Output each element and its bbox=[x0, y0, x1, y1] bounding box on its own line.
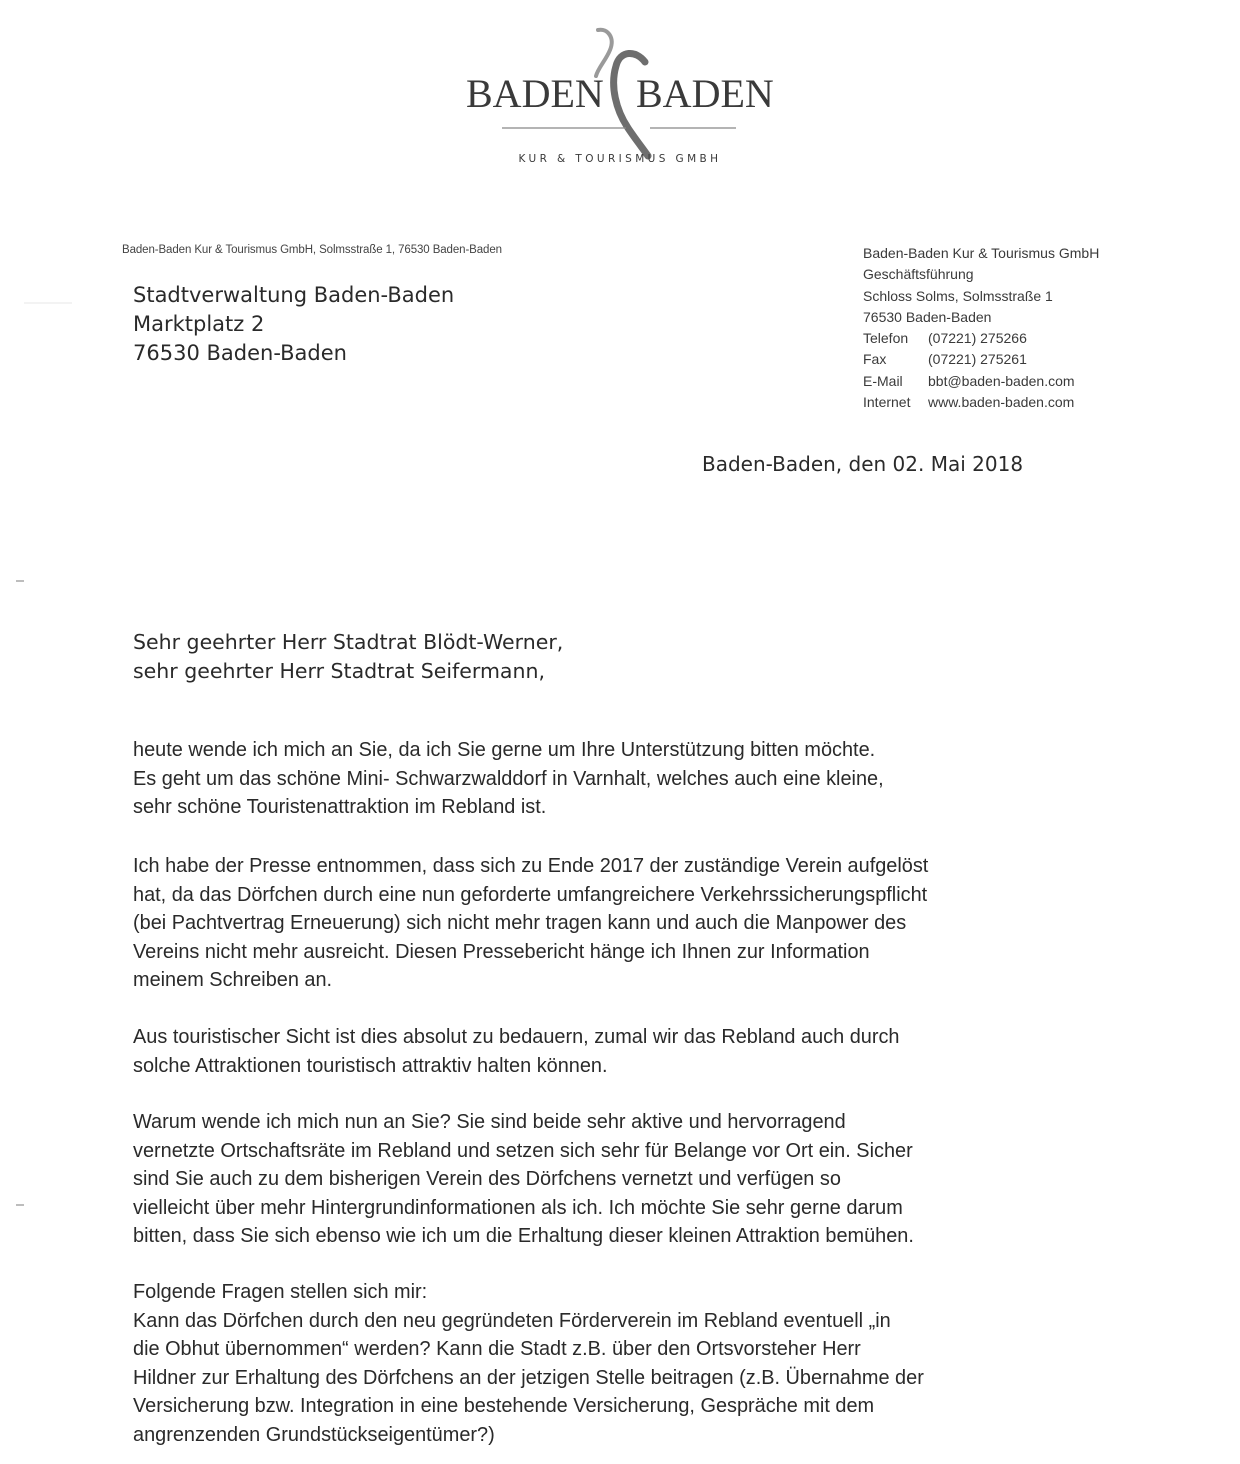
fax-label: Fax bbox=[863, 351, 887, 368]
body-paragraph-1 bbox=[133, 736, 1108, 822]
contact-company: Baden-Baden Kur & Tourismus GmbH bbox=[863, 245, 1100, 261]
body-line: Vereins nicht mehr ausreicht. Diesen Pressebericht hänge ich Ihnen zur Information bbox=[133, 940, 870, 963]
baden-baden-logo bbox=[440, 10, 800, 180]
body-line: sind Sie auch zu dem bisherigen Verein des Dörfchens vernetzt und verfügen so bbox=[133, 1168, 841, 1190]
body-line: Warum wende ich mich nun an Sie? Sie sind beide sehr aktive und hervorragend bbox=[133, 1111, 846, 1133]
phone-value: (07221) 275266 bbox=[928, 330, 1027, 347]
contact-department: Geschäftsführung bbox=[863, 266, 974, 283]
contact-street: Schloss Solms, Solmsstraße 1 bbox=[863, 287, 1053, 304]
phone-label: Telefon bbox=[863, 330, 909, 347]
body-paragraph-4 bbox=[133, 1108, 1108, 1251]
body-line: hat, da das Dörfchen durch eine nun geforderte umfangreichere Verkehrssicherungspflicht bbox=[133, 883, 928, 906]
body-line: die Obhut übernommen“ werden? Kann die Stadt z.B. über den Ortsvorsteher Herr bbox=[133, 1338, 861, 1360]
salutation-line: sehr geehrter Herr Stadtrat Seifermann, bbox=[133, 659, 545, 683]
body-line: heute wende ich mich an Sie, da ich Sie gerne um Ihre Unterstützung bitten möchte. bbox=[133, 739, 876, 761]
contact-city: 76530 Baden-Baden bbox=[863, 308, 992, 325]
company-logo bbox=[440, 10, 800, 180]
recipient-address bbox=[133, 281, 454, 368]
body-line: Versicherung bzw. Integration in eine bestehende Versicherung, Gespräche mit dem bbox=[133, 1395, 875, 1417]
web-label: Internet bbox=[863, 394, 911, 411]
body-line: vielleicht über mehr Hintergrundinformationen als ich. Ich möchte Sie sehr gerne darum bbox=[133, 1196, 903, 1219]
contact-email-row bbox=[863, 371, 1099, 392]
salutation bbox=[133, 628, 563, 686]
sender-return-address: Baden-Baden Kur & Tourismus GmbH, Solmsstraße 1, 76530 Baden-Baden bbox=[122, 244, 502, 256]
body-line: bitten, dass Sie sich ebenso wie ich um die Erhaltung dieser kleinen Attraktion bemühen. bbox=[133, 1225, 914, 1247]
body-paragraph-5 bbox=[133, 1278, 1108, 1449]
logo-name-right: BADEN bbox=[636, 71, 774, 116]
email-label: E-Mail bbox=[863, 372, 903, 389]
logo-swirl-top bbox=[596, 30, 612, 76]
contact-fax-row bbox=[863, 349, 1099, 370]
sender-contact-block bbox=[863, 243, 1099, 413]
recipient-line: Marktplatz 2 bbox=[133, 312, 265, 336]
contact-web-row bbox=[863, 392, 1099, 413]
logo-name-left: BADEN bbox=[466, 71, 604, 116]
body-line: Aus touristischer Sicht ist dies absolut zu bedauern, zumal wir das Rebland auch durch bbox=[133, 1026, 900, 1048]
body-line: Hildner zur Erhaltung des Dörfchens an der jetzigen Stelle beitragen (z.B. Übernahme der bbox=[133, 1366, 924, 1389]
margin-mark bbox=[24, 302, 72, 304]
body-line: Folgende Fragen stellen sich mir: bbox=[133, 1281, 428, 1303]
email-value: bbt@baden-baden.com bbox=[928, 372, 1075, 389]
recipient-line: 76530 Baden-Baden bbox=[133, 341, 347, 365]
body-paragraph-3 bbox=[133, 1023, 1108, 1080]
web-value: www.baden-baden.com bbox=[928, 394, 1075, 411]
body-line: Ich habe der Presse entnommen, dass sich zu Ende 2017 der zuständige Verein aufgelöst bbox=[133, 855, 929, 877]
body-line: (bei Pachtvertrag Erneuerung) sich nicht mehr tragen kann und auch die Manpower des bbox=[133, 912, 907, 934]
salutation-line: Sehr geehrter Herr Stadtrat Blödt-Werner, bbox=[133, 630, 564, 654]
body-line: angrenzenden Grundstückseigentümer?) bbox=[133, 1423, 495, 1446]
body-line: solche Attraktionen touristisch attraktiv halten können. bbox=[133, 1054, 608, 1077]
body-line: meinem Schreiben an. bbox=[133, 969, 333, 991]
fax-value: (07221) 275261 bbox=[928, 351, 1027, 368]
contact-phone-row bbox=[863, 328, 1099, 349]
body-line: Kann das Dörfchen durch den neu gegründeten Förderverein im Rebland eventuell „in bbox=[133, 1309, 891, 1332]
fold-mark bbox=[16, 1204, 24, 1206]
body-paragraph-2 bbox=[133, 852, 1108, 995]
logo-tagline: KUR & TOURISMUS GMBH bbox=[518, 153, 722, 165]
body-line: sehr schöne Touristenattraktion im Rebland ist. bbox=[133, 796, 547, 818]
body-line: Es geht um das schöne Mini- Schwarzwalddorf in Varnhalt, welches auch eine kleine, bbox=[133, 767, 884, 790]
recipient-line: Stadtverwaltung Baden-Baden bbox=[133, 283, 455, 307]
letter-date: Baden-Baden, den 02. Mai 2018 bbox=[702, 452, 1024, 476]
fold-mark bbox=[16, 580, 24, 582]
body-line: vernetzte Ortschaftsräte im Rebland und setzen sich sehr für Belange vor Ort ein. Sicher bbox=[133, 1139, 913, 1162]
